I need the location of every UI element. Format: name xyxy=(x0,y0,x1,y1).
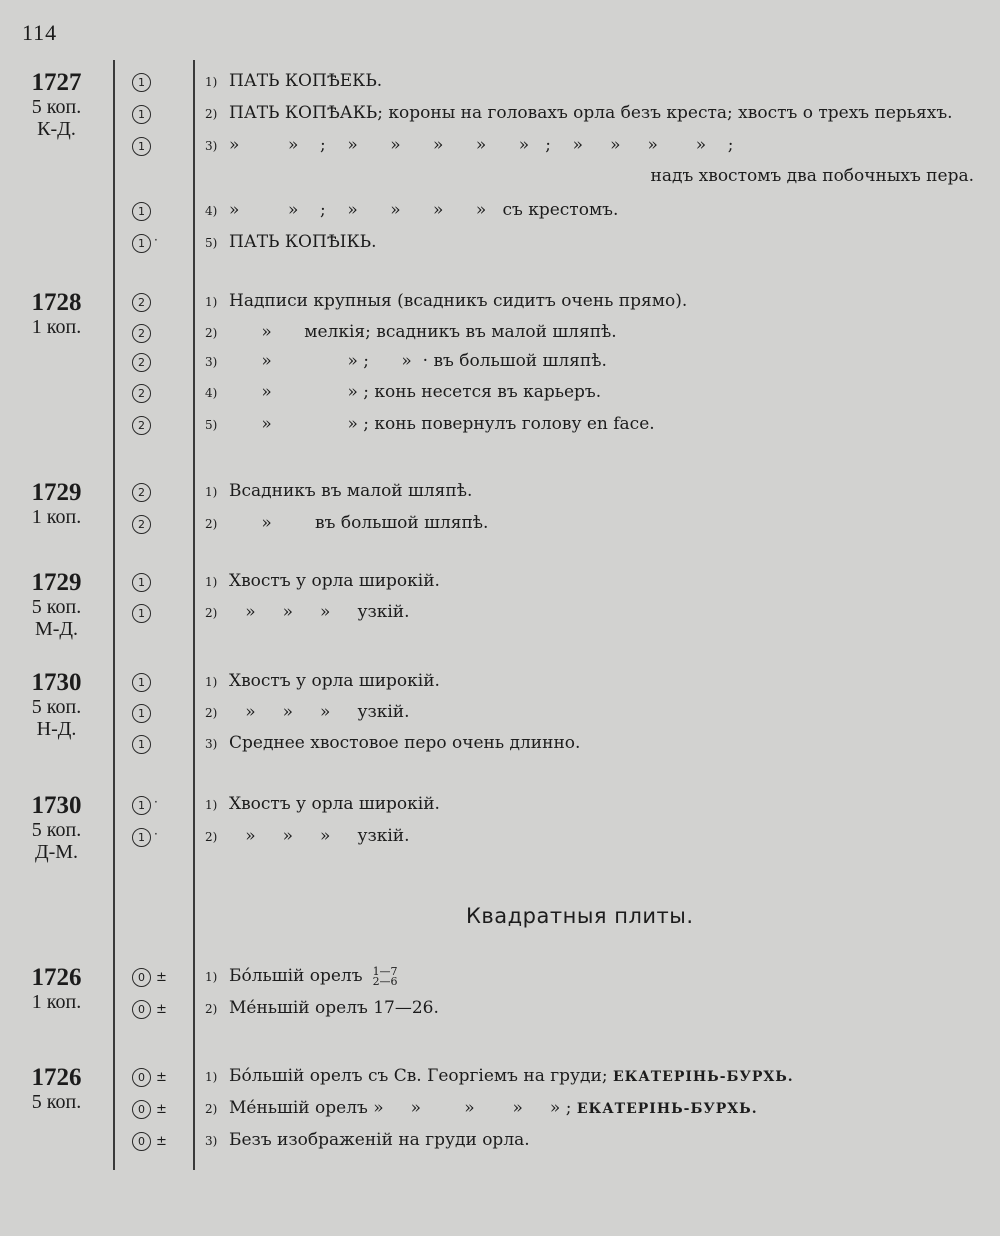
variant-line xyxy=(205,1129,980,1152)
mark-suffix: ± xyxy=(156,969,167,985)
circled-number-icon: 1 xyxy=(132,828,151,847)
variant-line xyxy=(205,413,980,436)
variant-text: Всадникъ въ малой шляпѣ. xyxy=(229,481,473,501)
variant-number: 3) xyxy=(205,355,218,369)
rarity-mark xyxy=(132,233,158,253)
variant-number: 1) xyxy=(205,575,218,589)
variant-line xyxy=(205,512,980,535)
rarity-mark xyxy=(132,703,151,723)
variant-number: 2) xyxy=(205,606,218,620)
variant-line xyxy=(205,480,980,503)
variant-line xyxy=(205,134,980,157)
variant-line xyxy=(205,199,980,222)
variant-line xyxy=(205,231,980,254)
mark-suffix: · xyxy=(154,233,158,247)
circled-number-icon: 1 xyxy=(132,673,151,692)
rarity-mark xyxy=(132,201,151,221)
circled-number-icon: 1 xyxy=(132,105,151,124)
variant-number: 2) xyxy=(205,1102,218,1116)
entry-year: 1729 xyxy=(31,569,82,596)
variant-text: Ме́ньшій орелъ » » » » » ; xyxy=(229,1098,577,1118)
variant-number: 2) xyxy=(205,517,218,531)
variant-line xyxy=(205,321,980,344)
variant-number: 5) xyxy=(205,236,218,250)
variant-line xyxy=(205,732,980,755)
entry-year: 1730 xyxy=(31,792,82,819)
variant-text: Ме́ньшій орелъ 17—26. xyxy=(229,998,439,1018)
entry-year: 1730 xyxy=(31,669,82,696)
circled-number-icon: 1 xyxy=(132,234,151,253)
rarity-mark xyxy=(132,795,158,815)
entry-denomination: 1 коп. xyxy=(31,316,82,338)
variant-number: 1) xyxy=(205,75,218,89)
variant-line xyxy=(205,965,980,988)
variant-line xyxy=(205,825,980,848)
variant-number: 3) xyxy=(205,1134,218,1148)
variant-text: Бо́льшій орелъ съ Св. Георгіемъ на груди; xyxy=(229,1066,613,1086)
variant-text: » » ; конь повернулъ голову en face. xyxy=(229,414,655,434)
rarity-mark xyxy=(132,672,151,692)
mark-suffix: ± xyxy=(156,1101,167,1117)
entry-denomination: 5 коп. xyxy=(31,596,82,618)
entry-year: 1726 xyxy=(31,964,82,991)
circled-number-icon: 1 xyxy=(132,573,151,592)
entry-mint-mark: Д-М. xyxy=(34,841,79,863)
rarity-mark xyxy=(132,383,151,403)
variant-text: Хвостъ у орла широкій. xyxy=(229,571,440,591)
entry-denomination: 1 коп. xyxy=(31,991,82,1013)
variant-number: 1) xyxy=(205,295,218,309)
variant-number: 1) xyxy=(205,1070,218,1084)
variant-number: 1) xyxy=(205,675,218,689)
rarity-mark xyxy=(132,415,151,435)
variant-text: Безъ изображеній на груди орла. xyxy=(229,1130,530,1150)
entry-denomination: 5 коп. xyxy=(31,819,82,841)
variant-line xyxy=(205,290,980,313)
variant-continuation: надъ хвостомъ два побочныхъ пера. xyxy=(650,166,974,186)
variant-text: Хвостъ у орла широкій. xyxy=(229,794,440,814)
rarity-mark xyxy=(132,572,151,592)
rarity-mark xyxy=(132,292,151,312)
circled-number-icon: 1 xyxy=(132,735,151,754)
circled-number-icon: 2 xyxy=(132,384,151,403)
variant-line xyxy=(205,670,980,693)
variant-line xyxy=(205,350,980,373)
rarity-mark xyxy=(132,1131,167,1151)
circled-number-icon: 1 xyxy=(132,604,151,623)
left-column-rule xyxy=(113,60,115,1170)
rarity-mark xyxy=(132,514,151,534)
entry-year: 1726 xyxy=(31,1064,82,1091)
variant-text: Среднее хвостовое перо очень длинно. xyxy=(229,733,581,753)
variant-line xyxy=(205,570,980,593)
section-title: Квадратныя плиты. xyxy=(466,904,694,928)
page-number: 114 xyxy=(22,20,58,45)
entry-mint-mark: М-Д. xyxy=(34,618,79,640)
variant-text: » въ большой шляпѣ. xyxy=(229,513,489,533)
right-column-rule xyxy=(193,60,195,1170)
entry-denomination: 5 коп. xyxy=(31,1091,82,1113)
mint-inscription: ЕКАТЕРІНЬ-БУРХЬ. xyxy=(612,1069,794,1085)
variant-text: ПАТЬ КОПѢIКЬ. xyxy=(229,232,377,252)
variant-text: » » ; конь несется въ карьеръ. xyxy=(229,382,602,402)
variant-line xyxy=(205,997,980,1020)
variant-text: » » ; » » » » съ крестомъ. xyxy=(229,200,619,220)
rarity-mark xyxy=(132,104,151,124)
circled-number-icon: 2 xyxy=(132,515,151,534)
circled-number-icon: 2 xyxy=(132,324,151,343)
mark-suffix: · xyxy=(154,795,158,809)
variant-text: » » ; » · въ большой шляпѣ. xyxy=(229,351,607,371)
variant-number: 2) xyxy=(205,1002,218,1016)
entry-denomination: 1 коп. xyxy=(31,506,82,528)
variant-line xyxy=(205,70,980,93)
entry-mint-mark: К-Д. xyxy=(37,118,76,140)
rarity-mark xyxy=(132,999,167,1019)
variant-line xyxy=(205,102,980,125)
circled-number-icon: 0 xyxy=(132,1132,151,1151)
circled-number-icon: 1 xyxy=(132,202,151,221)
circled-number-icon: 2 xyxy=(132,293,151,312)
circled-number-icon: 0 xyxy=(132,1000,151,1019)
rarity-mark xyxy=(132,352,151,372)
rarity-mark xyxy=(132,72,151,92)
variant-number: 2) xyxy=(205,706,218,720)
variant-text: ПАТЬ КОПѢЕКЬ. xyxy=(229,71,383,91)
variant-number: 3) xyxy=(205,737,218,751)
mark-suffix: ± xyxy=(156,1069,167,1085)
variant-number: 1) xyxy=(205,970,218,984)
variant-number: 3) xyxy=(205,139,218,153)
variant-line xyxy=(205,793,980,816)
entry-year: 1729 xyxy=(31,479,82,506)
variant-number: 1) xyxy=(205,798,218,812)
variant-line xyxy=(205,381,980,404)
variant-text: ПАТЬ КОПѢАКЬ; короны на головахъ орла безъ креста; хвостъ о трехъ перьяхъ. xyxy=(229,103,953,123)
entry-mint-mark: Н-Д. xyxy=(36,718,77,740)
fraction: 1—7 2—6 xyxy=(372,964,398,988)
variant-line xyxy=(205,1065,980,1088)
variant-text: Хвостъ у орла широкій. xyxy=(229,671,440,691)
variant-line xyxy=(205,701,980,724)
variant-number: 4) xyxy=(205,204,218,218)
variant-number: 2) xyxy=(205,107,218,121)
variant-text: Бо́льшій орелъ xyxy=(229,966,363,986)
rarity-mark xyxy=(132,827,158,847)
rarity-mark xyxy=(132,967,167,987)
rarity-mark xyxy=(132,603,151,623)
variant-number: 2) xyxy=(205,326,218,340)
rarity-mark xyxy=(132,1099,167,1119)
variant-number: 1) xyxy=(205,485,218,499)
circled-number-icon: 0 xyxy=(132,1100,151,1119)
circled-number-icon: 0 xyxy=(132,1068,151,1087)
circled-number-icon: 2 xyxy=(132,483,151,502)
variant-text: » » » узкій. xyxy=(229,702,410,722)
mint-inscription: ЕКАТЕРІНЬ-БУРХЬ. xyxy=(576,1101,758,1117)
circled-number-icon: 1 xyxy=(132,704,151,723)
variant-number: 5) xyxy=(205,418,218,432)
mark-suffix: ± xyxy=(156,1001,167,1017)
entry-denomination: 5 коп. xyxy=(31,96,82,118)
variant-line xyxy=(205,1097,980,1120)
rarity-mark xyxy=(132,482,151,502)
variant-line xyxy=(205,601,980,624)
variant-text: » » » узкій. xyxy=(229,826,410,846)
variant-text: » » ; » » » » » ; » » » » ; xyxy=(229,135,734,155)
entry-denomination: 5 коп. xyxy=(31,696,82,718)
circled-number-icon: 0 xyxy=(132,968,151,987)
variant-number: 4) xyxy=(205,386,218,400)
mark-suffix: ± xyxy=(156,1133,167,1149)
variant-text: Надписи крупныя (всадникъ сидитъ очень прямо). xyxy=(229,291,688,311)
circled-number-icon: 2 xyxy=(132,353,151,372)
variant-number: 2) xyxy=(205,830,218,844)
rarity-mark xyxy=(132,734,151,754)
circled-number-icon: 1 xyxy=(132,796,151,815)
mark-suffix: · xyxy=(154,827,158,841)
circled-number-icon: 2 xyxy=(132,416,151,435)
variant-text: » » » узкій. xyxy=(229,602,410,622)
circled-number-icon: 1 xyxy=(132,137,151,156)
entry-year: 1728 xyxy=(31,289,82,316)
rarity-mark xyxy=(132,323,151,343)
rarity-mark xyxy=(132,136,151,156)
circled-number-icon: 1 xyxy=(132,73,151,92)
rarity-mark xyxy=(132,1067,167,1087)
variant-text: » мелкія; всадникъ въ малой шляпѣ. xyxy=(229,322,617,342)
entry-year: 1727 xyxy=(31,69,82,96)
